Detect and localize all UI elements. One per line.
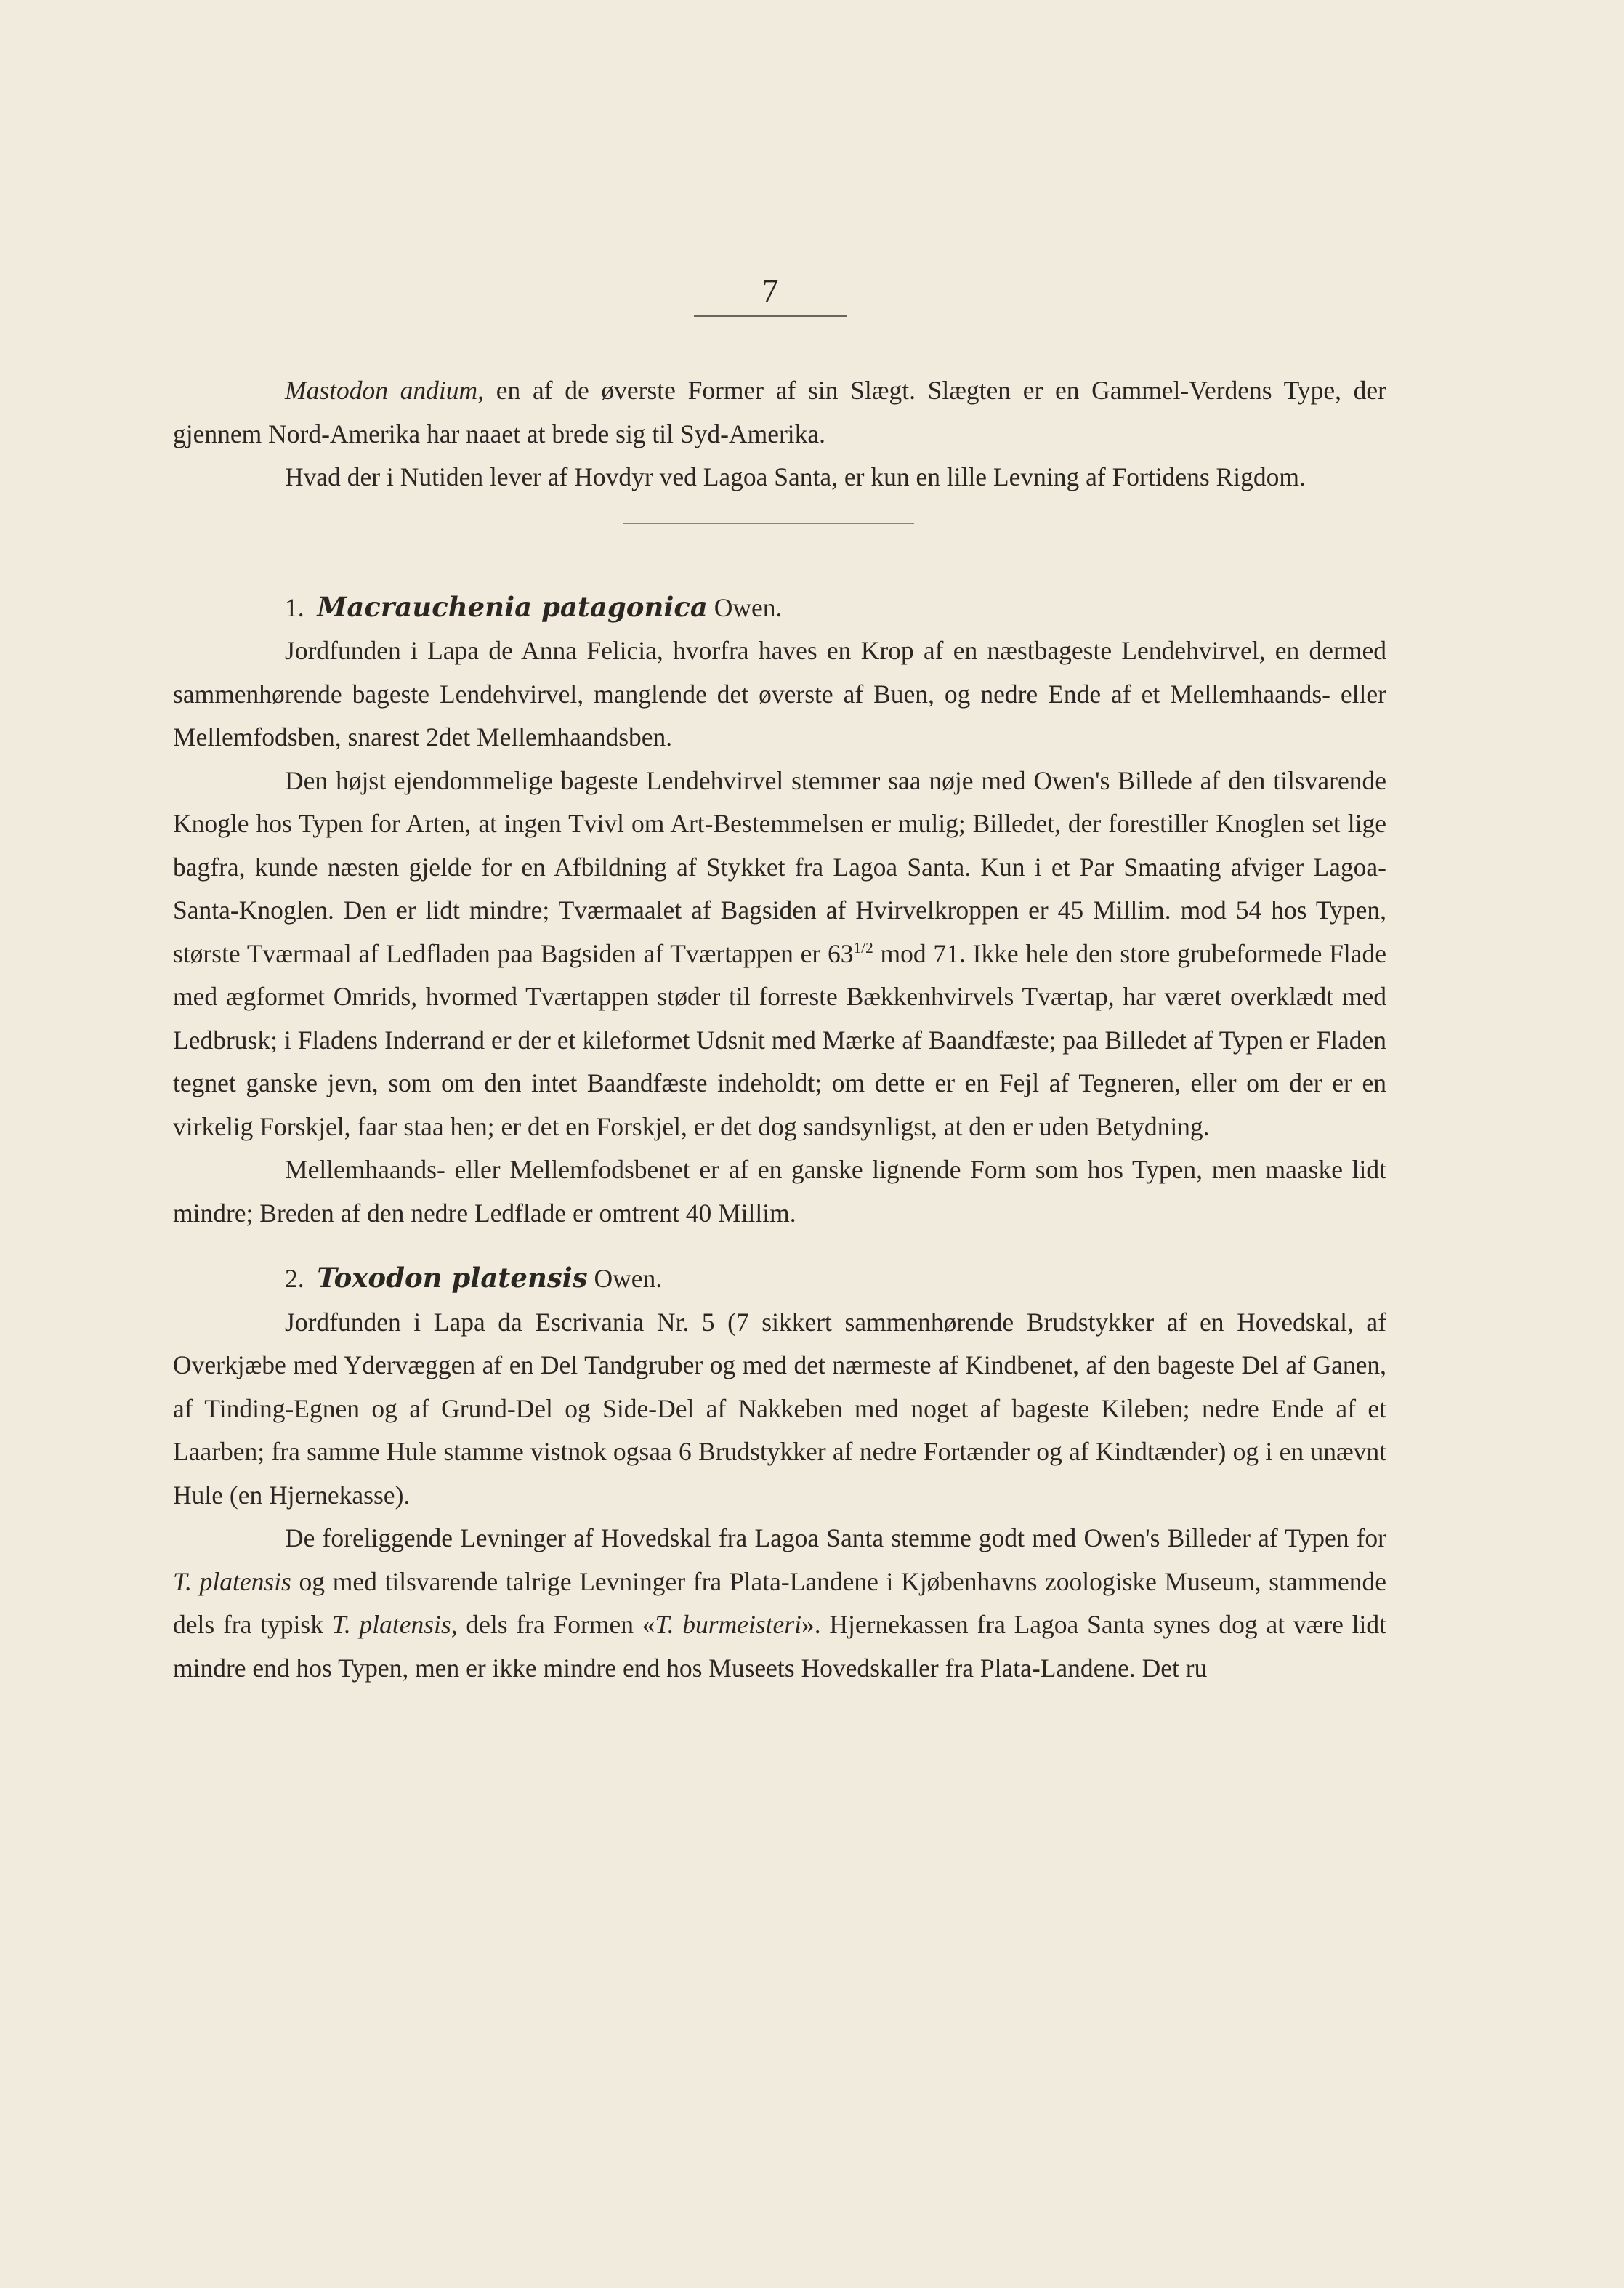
species-author: Owen. bbox=[714, 592, 783, 622]
page-number: 7 bbox=[694, 270, 847, 317]
species-name: Macrauchenia patagonica bbox=[317, 590, 708, 623]
taxon-name: T. platensis bbox=[173, 1566, 291, 1596]
section2-paragraph-1: Jordfunden i Lapa da Escrivania Nr. 5 (7 sikkert sammenhørende Brudstykker af en Hovedskal, af Overkjæbe med Ydervæggen af en Del Tandgruber og med det nærmeste af Kindbenet, af den bageste Del af Ganen, af Tinding-Egnen og af Grund-Del og Side-Del af Nakkeben med noget af bageste Kileben; nedre Ende af et Laarben; fra samme Hule stamme vistnok ogsaa 6 Brudstykker af nedre Fortænder og af Kindtænder) og i en unævnt Hule (en Hjernekasse). bbox=[173, 1307, 1386, 1510]
section1-paragraph-2 bbox=[173, 760, 1386, 1149]
divider-line bbox=[623, 523, 914, 524]
taxon-name: Mastodon andium bbox=[285, 376, 478, 405]
intro-text: , en af de øverste Former af sin Slægt. Slægten er en Gammel-Verdens Type, der gjennem Nord-Amerika har naaet at brede sig til Syd-Amerika. bbox=[173, 376, 1386, 448]
species-author: Owen. bbox=[594, 1264, 663, 1293]
section-divider bbox=[173, 499, 1386, 586]
section-heading-1 bbox=[173, 586, 1386, 630]
section2-paragraph-2 bbox=[173, 1517, 1386, 1690]
text-run: og med tilsvarende talrige Levninger fra Plata-Landene i Kjøbenhavns zoologiske Museum, stammende dels fra typisk bbox=[173, 1566, 1386, 1639]
section1-paragraph-1: Jordfunden i Lapa de Anna Felicia, hvorfra haves en Krop af en næstbageste Lendehvirvel, en dermed sammenhørende bageste Lendehvirvel, manglende det øverste af Buen, og nedre Ende af et Mellemhaands- eller Mellemfodsben, snarest 2det Mellemhaandsben. bbox=[173, 636, 1386, 752]
taxon-name: T. platensis bbox=[331, 1610, 451, 1639]
species-name: Toxodon platensis bbox=[317, 1262, 588, 1294]
fraction-superscript: 1/2 bbox=[853, 938, 873, 956]
text-run: Den højst ejendommelige bageste Lendehvirvel stemmer saa nøje med Owen's Billede af den tilsvarende Knogle hos Typen for Arten, at ingen Tvivl om Art-Bestemmelsen er mulig; Billedet, der forestiller Knoglen set lige bagfra, kunde næsten gjelde for en Afbildning af Stykket fra Lagoa Santa. Kun i et Par Smaating afviger Lagoa-Santa-Knoglen. Den er lidt mindre; Tværmaalet af Bagsiden af Hvirvelkroppen er 45 Millim. mod 54 hos Typen, største Tværmaal af Ledfladen paa Bagsiden af Tværtappen er 63 bbox=[173, 765, 1386, 968]
intro-paragraph bbox=[173, 369, 1386, 456]
taxon-name: T. burmeisteri bbox=[655, 1610, 801, 1639]
section1-paragraph-3: Mellemhaands- eller Mellemfodsbenet er af en ganske lignende Form som hos Typen, men maaske lidt mindre; Breden af den nedre Ledflade er omtrent 40 Millim. bbox=[173, 1155, 1386, 1228]
section-number: 1. bbox=[285, 592, 304, 622]
text-run: mod 71. Ikke hele den store grubeformede Flade med ægformet Omrids, hvormed Tværtappen støder til forreste Bækkenhvirvels Tværtap, har været overklædt med Ledbrusk; i Fladens Inderrand er der et kileformet Udsnit med Mærke af Baandfæste; paa Billedet af Typen er Fladen tegnet ganske jevn, som om den intet Baandfæste indeholdt; om dette er en Fejl af Tegneren, eller om der er en virkelig Forskjel, faar staa hen; er det en Forskjel, er det dog sandsynligst, at den er uden Betydning. bbox=[173, 938, 1386, 1141]
body-text bbox=[173, 369, 1386, 1690]
text-run: De foreliggende Levninger af Hovedskal fra Lagoa Santa stemme godt med Owen's Billeder af Typen for bbox=[285, 1523, 1386, 1552]
section-heading-2 bbox=[173, 1257, 1386, 1301]
text-run: ». Hjernekassen fra Lagoa Santa synes dog at være lidt mindre end hos Typen, men er ikke mindre end hos Museets Hovedskaller fra Plata-Landene. Det ru bbox=[173, 1610, 1386, 1683]
section-number: 2. bbox=[285, 1264, 304, 1293]
intro-paragraph-2: Hvad der i Nutiden lever af Hovdyr ved Lagoa Santa, er kun en lille Levning af Fortidens Rigdom. bbox=[285, 462, 1306, 491]
section-gap bbox=[173, 1235, 1386, 1257]
text-run: , dels fra Formen « bbox=[451, 1610, 655, 1639]
